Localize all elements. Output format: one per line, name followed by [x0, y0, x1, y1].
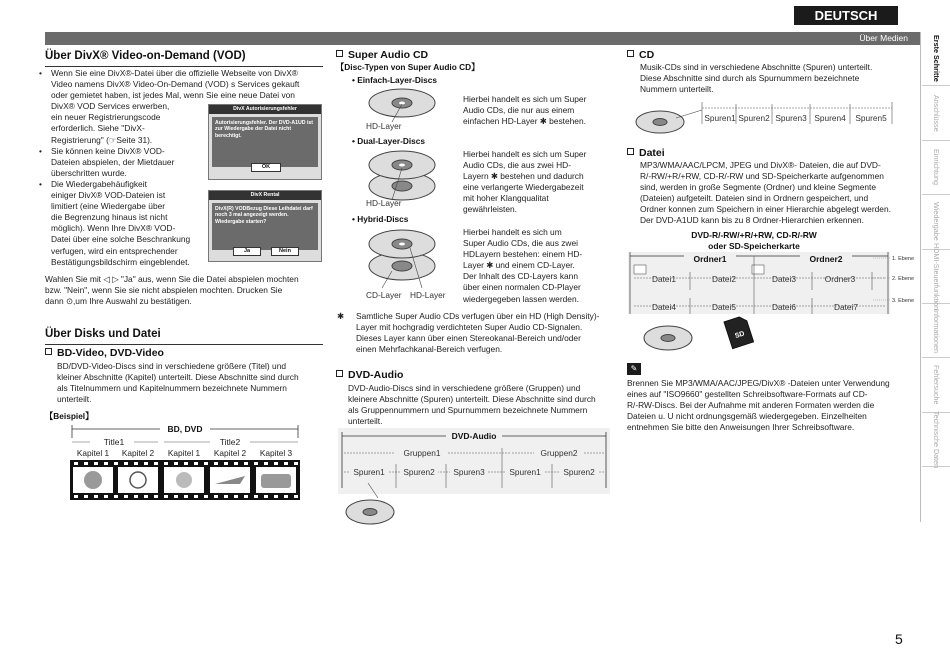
text-line: Hierbei handelt es sich um Super: [463, 149, 587, 159]
text-line: Layern ✱ bestehen und dadurch: [463, 171, 584, 182]
svg-text:HD-Layer: HD-Layer: [366, 198, 402, 208]
file-label: Datei6: [772, 302, 796, 312]
dvd-audio-heading: DVD-Audio: [336, 369, 403, 383]
text-line: Ordner konnen zum Speichern in einer Hierarchie abgelegt werden.: [640, 204, 891, 215]
file-label: Datei4: [652, 302, 676, 312]
authorization-error-dialog: [208, 104, 322, 180]
bd-dvd-diagram: [70, 422, 300, 504]
text-line: verfugen, wird ein entsprechender: [51, 245, 178, 256]
chapter-label: Kapitel 2: [213, 448, 247, 458]
vod-text: • Wenn Sie eine DivX®-Datei über die offizielle Webseite von DivX® Video namens DivX® Video-On-Demand (VOD) s Services gekauft oder gemietet haben, ist jedes Mal, wenn Sie eine neue Datei von DivX® VOD Services erwerben, ein neuer Registrierungscode erforderlich. Siehe "DivX- Registrierung" (☞Seite 31). • Sie können keine DivX® VOD- Dateien abspielen, der Mietdauer überschritten wurde. • Die Wiedergabehäufigkeit einiger DivX® VOD-Dateien ist limitiert (eine Wiedergabe über die Begrenzung hinaus ist nicht möglich). Wenn Ihre DivX® VOD- Datei über eine solche Beschrankung verfugen, wird ein entsprechender Bestätigungsbildschirm eingeblendet. Wahlen Sie mit ◁ ▷ "Ja" aus, wenn Sie die Datei abspielen mochten bzw. "Nein", wenn Sie sie nicht abspielen mochten. Drucken Sie dann ⊙,um Ihre Auswahl zu bestätigen.: [45, 68, 325, 307]
svg-text:oder SD-Speicherkarte: oder SD-Speicherkarte: [708, 241, 800, 251]
svg-text:Spuren5: Spuren5: [855, 113, 887, 123]
single-layer-text: [463, 94, 599, 127]
text-line: DivX® VOD Services erwerben,: [51, 101, 170, 112]
dual-layer-disc-icon: [362, 148, 462, 212]
text-line: (Dateien) aufgeteilt. Dateien sind in Ordnern gespeichert, und: [640, 193, 869, 204]
side-tab[interactable]: Informationen: [922, 304, 950, 358]
text-line: Nummern unterteilt.: [640, 84, 714, 95]
text-line: Layer mit hochgradig verdichteten Super Audio CD-Signalen.: [356, 322, 583, 333]
bd-diagram-header: BD, DVD: [167, 424, 203, 434]
text-line: Dieses Layer kann über einen Stereokanal-Bereich und/oder: [356, 333, 581, 344]
text-line: Wenn Sie eine DivX®-Datei über die offizielle Webseite von DivX®: [51, 68, 298, 78]
text-line: Audio CDs, die nur aus einem: [463, 105, 575, 116]
text-line: einfachen HD-Layer ✱ bestehen.: [463, 116, 586, 127]
file-label: Datei2: [712, 274, 736, 284]
text-line: Der Inhalt des CD-Layers kann: [463, 271, 578, 282]
chapter-label: Kapitel 2: [121, 448, 155, 458]
side-tab[interactable]: Einrichtung: [922, 141, 950, 195]
text-line: ein neuer Registrierungscode: [51, 112, 161, 123]
svg-text:Gruppen2: Gruppen2: [540, 448, 578, 458]
text-line: eine verlangerte Wiedergabezeit: [463, 182, 584, 193]
datei-heading: Datei: [627, 147, 665, 161]
text-line: Musik-CDs sind in verschiedene Abschnitte (Spuren) unterteilt.: [640, 62, 873, 72]
text-line: Diese Abschnitte sind durch als Spurnummern bezeichnete: [640, 73, 860, 84]
text-line: als Gruppennummern und Spurnummern bezeichnete Nummern: [348, 405, 588, 416]
text-line: BD/DVD-Video-Discs sind in verschiedene größere (Titel) und: [57, 361, 287, 371]
text-line: unterteilt.: [348, 416, 383, 427]
single-layer-disc-icon: [362, 86, 462, 136]
text-line: unterteilt.: [57, 394, 92, 405]
svg-text:Spuren1: Spuren1: [704, 113, 736, 123]
text-line: DVD-Audio-Discs sind in verschiedene größere (Gruppen) und: [348, 383, 581, 393]
text-line: Super Audio CDs, die aus zwei: [463, 238, 578, 249]
side-tab[interactable]: Fehlersuche: [922, 358, 950, 412]
file-label: Datei3: [772, 274, 796, 284]
text-line: gewährleisten.: [463, 204, 518, 215]
language-badge: DEUTSCH: [794, 6, 898, 25]
chapter-label: Kapitel 1: [167, 448, 201, 458]
side-tabs: [922, 32, 950, 522]
text-line: einiger DivX® VOD-Dateien ist: [51, 190, 166, 201]
sd-card-icon: [724, 315, 754, 348]
text-line: als Titelnummern und Kapitelnummern bezeichnete Nummern: [57, 383, 287, 394]
vod-title: Über DivX® Video-on-Demand (VOD): [45, 49, 323, 67]
text-line: Hierbei handelt es sich um: [463, 227, 562, 237]
text-line: Die Wiedergabehäufigkeit: [51, 178, 147, 189]
svg-text:CD-Layer: CD-Layer: [366, 290, 402, 300]
cd-text: [640, 62, 906, 95]
dual-layer-label: • Dual-Layer-Discs: [352, 136, 426, 146]
text-line: Registrierung" (☞Seite 31).: [51, 134, 153, 145]
example-label: 【Beispiel】: [45, 411, 94, 421]
disks-title: Über Disks und Datei: [45, 327, 323, 345]
text-line: kleiner Abschnitte (Kapitel) unterteilt. Diese Abschnitte sind durch: [57, 372, 299, 383]
text-line: eines auf "ISO9660" gestellten Schreibsoftware-Formats auf CD-: [627, 389, 868, 400]
dialog-title: DivX Autorisierungsfehler: [209, 105, 321, 114]
text-line: oder gemietet haben, ist jedes Mal, wenn Sie eine neue Datei von: [51, 90, 295, 101]
dvd-audio-diagram: [338, 428, 614, 528]
text-line: erforderlich. Siehe "DivX-: [51, 123, 145, 134]
sacd-note: [356, 311, 614, 355]
text-line: Audio CDs, die aus zwei HD-: [463, 160, 571, 171]
text-line: limitiert (eine Wiedergabe über: [51, 201, 166, 212]
folder-label: Ordner2: [809, 254, 843, 264]
svg-text:Spuren3: Spuren3: [453, 467, 485, 477]
hybrid-label: • Hybrid-Discs: [352, 214, 409, 224]
dialog-title: DivX Rental: [209, 191, 321, 200]
chapter-label: Kapitel 3: [259, 448, 293, 458]
checkbox-icon: [627, 50, 634, 57]
text-line: Datei über eine solche Beschrankung: [51, 234, 191, 245]
file-label: Datei5: [712, 302, 736, 312]
text-line: überschritten wurde.: [51, 167, 127, 178]
text-line: Hierbei handelt es sich um Super: [463, 94, 587, 104]
side-tab[interactable]: Erste Schritte: [922, 32, 950, 86]
text-line: Video namens DivX® Video-On-Demand (VOD) s Services gekauft: [51, 79, 300, 90]
hybrid-disc-icon: [362, 226, 462, 304]
dual-layer-text: [463, 149, 599, 216]
side-tab[interactable]: Anschlüsse: [922, 86, 950, 140]
cd-heading: CD: [627, 49, 654, 63]
pencil-memo-icon: ✎: [627, 363, 641, 375]
note-mark: ✱: [337, 311, 345, 321]
svg-text:Spuren2: Spuren2: [403, 467, 435, 477]
yes-button[interactable]: Ja: [233, 247, 261, 256]
text-line: mit hoher Klangqualitat: [463, 193, 549, 204]
text-line: HDLayern bestehen: einem HD-: [463, 249, 583, 260]
checkbox-icon: [45, 348, 52, 355]
ok-button[interactable]: OK: [251, 163, 281, 172]
text-line: Der DVD-A1UD kann bis zu 8 Ordner-Hierarchien erkennen.: [640, 215, 864, 226]
folder-label: Ordner3: [824, 274, 856, 284]
text-line: über einen normalen CD-Player: [463, 282, 581, 293]
text-line: wiedergegeben lassen werden.: [463, 293, 579, 304]
title-label: Title2: [219, 437, 241, 447]
level-label: 1. Ebene: [892, 256, 915, 262]
title-label: Title1: [103, 437, 125, 447]
text-line: R/-RW-Discs. Bei der Aufnahme mit anderen Formaten werden die: [627, 400, 875, 411]
text-line: Layer ✱ und einem CD-Layer.: [463, 260, 575, 271]
bd-dvd-heading: BD-Video, DVD-Video: [45, 347, 164, 361]
page-number: 5: [895, 631, 903, 647]
dialog-body: Autorisierungsfehler. Der DVD-A1UD ist zur Wiedergabe der Datei nicht berechtigt.: [212, 117, 318, 167]
checkbox-icon: [336, 50, 343, 57]
text-line: Sie können keine DivX® VOD-: [51, 145, 165, 156]
folder-label: Ordner1: [693, 254, 727, 264]
divx-rental-dialog: [208, 190, 322, 262]
text-line: sind, werden in große Segmente (Ordner) und kleine Segmente: [640, 182, 877, 193]
side-tab[interactable]: HDMI-Steuerfunktion: [922, 250, 950, 304]
svg-text:Spuren1: Spuren1: [353, 467, 385, 477]
svg-text:Gruppen1: Gruppen1: [403, 448, 441, 458]
svg-text:Spuren2: Spuren2: [563, 467, 595, 477]
file-folder-diagram: [626, 228, 922, 360]
sacd-subtitle: 【Disc-Typen von Super Audio CD】: [336, 62, 480, 72]
svg-text:DVD-Audio: DVD-Audio: [451, 431, 497, 441]
no-button[interactable]: Nein: [271, 247, 299, 256]
text-line: möglich). Wenn Ihre DivX® VOD-: [51, 223, 176, 234]
svg-text:Spuren1: Spuren1: [509, 467, 541, 477]
svg-text:HD-Layer: HD-Layer: [410, 290, 446, 300]
svg-text:Spuren2: Spuren2: [738, 113, 770, 123]
text-line: entnehmen Sie bitte den Anweisungen Ihrer Schreibsoftware.: [627, 422, 855, 433]
text-line: Brennen Sie MP3/WMA/AAC/JPEG/DivX® -Dateien unter Verwendung: [627, 378, 890, 388]
chapter-label: Kapitel 1: [76, 448, 110, 458]
text-line: Dateien u. U nicht ordnungsgemäß wiedergegeben. Einzelheiten: [627, 411, 867, 422]
text-line: Samtliche Super Audio CDs verfugen über ein HD (High Density)-: [356, 311, 600, 321]
svg-text:Spuren3: Spuren3: [775, 113, 807, 123]
checkbox-icon: [336, 370, 343, 377]
svg-text:HD-Layer: HD-Layer: [366, 121, 402, 131]
datei-text: [640, 160, 906, 227]
text-line: Bestätigungsbildschirm eingeblendet.: [51, 256, 190, 267]
text-line: einen Mehrfachkanal-Bereich verfugen.: [356, 344, 503, 355]
dvd-audio-text: [348, 383, 614, 427]
cd-diagram: [628, 96, 918, 142]
sacd-heading: Super Audio CD: [336, 49, 428, 63]
checkbox-icon: [627, 148, 634, 155]
svg-text:DVD-R/-RW/+R/+RW, CD-R/-RW: DVD-R/-RW/+R/+RW, CD-R/-RW: [691, 230, 817, 240]
text-line: dann ⊙,um Ihre Auswahl zu bestätigen.: [45, 295, 192, 306]
text-line: die Begrenzung hinaus ist nicht: [51, 212, 168, 223]
side-tab[interactable]: Technische Daten: [922, 413, 950, 467]
level-label: 3. Ebene: [892, 298, 915, 304]
single-layer-label: • Einfach-Layer-Discs: [352, 75, 437, 85]
file-label: Datei1: [652, 274, 676, 284]
text-line: Wahlen Sie mit ◁ ▷ "Ja" aus, wenn Sie die Datei abspielen mochten: [45, 273, 299, 284]
bd-dvd-text: [57, 361, 323, 405]
file-label: Datei7: [834, 302, 858, 312]
svg-text:Spuren4: Spuren4: [814, 113, 846, 123]
level-label: 2. Ebene: [892, 276, 915, 282]
section-bar: Über Medien: [45, 32, 920, 45]
side-tab[interactable]: Wiedergabe: [922, 195, 950, 249]
text-line: bzw. "Nein", wenn Sie sie nicht abspielen mochten. Drucken Sie: [45, 284, 283, 295]
hybrid-text: [463, 227, 599, 305]
dialog-body: DivX(R) VODBezug Diese Leihdatei darf noch 3 mal angezeigt werden. Wiedergabe starten?: [212, 203, 318, 250]
text-line: Dateien abspielen, der Mietdauer: [51, 156, 175, 167]
memo-text: [627, 378, 907, 433]
text-line: kleinere Abschnitte (Spuren) unterteilt. Diese Abschnitte sind durch: [348, 394, 596, 405]
text-line: R/-RW/+R/+RW, CD-R/-RW und SD-Speicherkarte aufgenommen: [640, 171, 884, 182]
text-line: MP3/WMA/AAC/LPCM, JPEG und DivX®- Dateien, die auf DVD-: [640, 160, 881, 170]
svg-text:SD: SD: [734, 330, 746, 341]
